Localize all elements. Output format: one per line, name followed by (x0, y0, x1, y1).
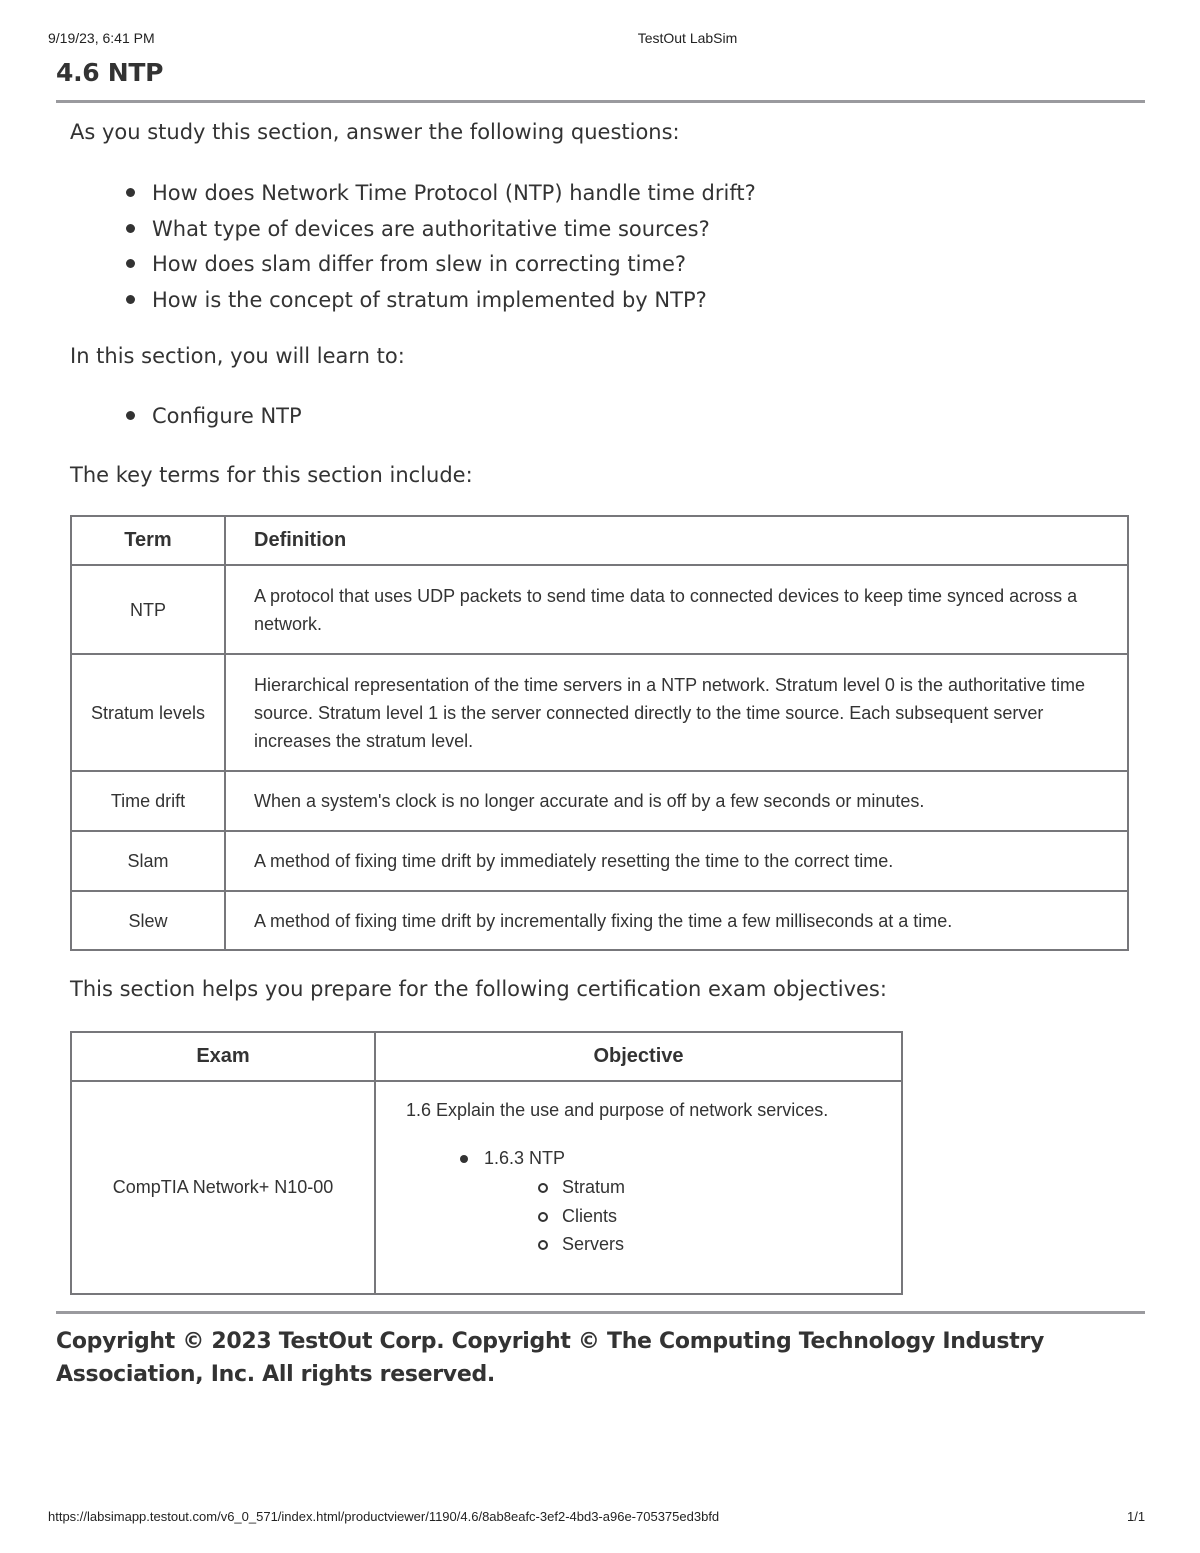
study-questions-list (126, 178, 756, 320)
term-cell: Slew (71, 891, 225, 950)
list-item: What type of devices are authoritative time sources? (126, 214, 756, 250)
page-title: 4.6 NTP (56, 58, 164, 87)
table-header-row (71, 1032, 902, 1081)
print-header (0, 30, 1200, 48)
learn-list (126, 401, 302, 437)
table-header-row (71, 516, 1128, 565)
definition-cell: Hierarchical representation of the time servers in a NTP network. Stratum level 0 is the authoritative time source. Stratum level 1 is the server connected directly to the time source. Each subsequent server increases the stratum level. (225, 654, 1128, 771)
hollow-bullet-icon (538, 1183, 548, 1193)
bullet-icon (126, 259, 135, 268)
definition-cell: A protocol that uses UDP packets to send time data to connected devices to keep time synced across a network. (225, 565, 1128, 654)
bullet-icon (126, 295, 135, 304)
table-row (71, 654, 1128, 771)
page-number: 1/1 (1127, 1509, 1146, 1524)
column-header-objective: Objective (375, 1032, 902, 1081)
list-item: How does slam differ from slew in correcting time? (126, 249, 756, 285)
objectives-intro: This section helps you prepare for the following certification exam objectives: (70, 977, 887, 1001)
term-cell: Stratum levels (71, 654, 225, 771)
sub-objective-label: 1.6.3 NTP (484, 1148, 566, 1168)
column-header-term: Term (71, 516, 225, 565)
list-item: Configure NTP (126, 401, 302, 437)
definition-cell: A method of fixing time drift by immediately resetting the time to the correct time. (225, 831, 1128, 891)
column-header-exam: Exam (71, 1032, 375, 1081)
hollow-bullet-icon (538, 1212, 548, 1222)
definition-cell: A method of fixing time drift by incrementally fixing the time a few milliseconds at a time. (225, 891, 1128, 950)
exam-objectives-table (70, 1031, 903, 1295)
learn-intro: In this section, you will learn to: (70, 344, 405, 368)
copyright-notice: Copyright © 2023 TestOut Corp. Copyright © The Computing Technology Industry Association, Inc. All rights reserved. (56, 1329, 1045, 1387)
table-row (71, 891, 1128, 950)
bullet-icon (460, 1155, 468, 1163)
table-row (71, 771, 1128, 831)
page-url: https://labsimapp.testout.com/v6_0_571/index.html/productviewer/1190/4.6/8ab8eafc-3ef2-4bd3-a96e-705375ed3bfd (48, 1509, 720, 1524)
term-cell: Slam (71, 831, 225, 891)
study-intro: As you study this section, answer the following questions: (70, 120, 680, 144)
column-header-definition: Definition (225, 516, 1128, 565)
table-row (71, 565, 1128, 654)
print-site-title: TestOut LabSim (637, 30, 738, 46)
bullet-icon (126, 188, 135, 197)
bullet-icon (126, 224, 135, 233)
table-row (71, 831, 1128, 891)
hollow-bullet-icon (538, 1240, 548, 1250)
exam-name-cell: CompTIA Network+ N10-00 (71, 1081, 375, 1294)
definition-cell: When a system's clock is no longer accurate and is off by a few seconds or minutes. (225, 771, 1128, 831)
objective-title: 1.6 Explain the use and purpose of network services. (406, 1100, 829, 1120)
objective-cell: 1.6 Explain the use and purpose of network services. 1.6.3 NTP Stratum Clients Servers (375, 1081, 902, 1294)
key-terms-intro: The key terms for this section include: (70, 463, 473, 487)
print-date: 9/19/23, 6:41 PM (48, 30, 155, 46)
title-divider (56, 100, 1145, 103)
key-terms-table (70, 515, 1129, 951)
term-cell: NTP (71, 565, 225, 654)
bullet-icon (126, 411, 135, 420)
table-row (71, 1081, 902, 1294)
list-item: How does Network Time Protocol (NTP) handle time drift? (126, 178, 756, 214)
list-item: How is the concept of stratum implemented by NTP? (126, 285, 756, 321)
term-cell: Time drift (71, 771, 225, 831)
footer-divider (56, 1311, 1145, 1314)
